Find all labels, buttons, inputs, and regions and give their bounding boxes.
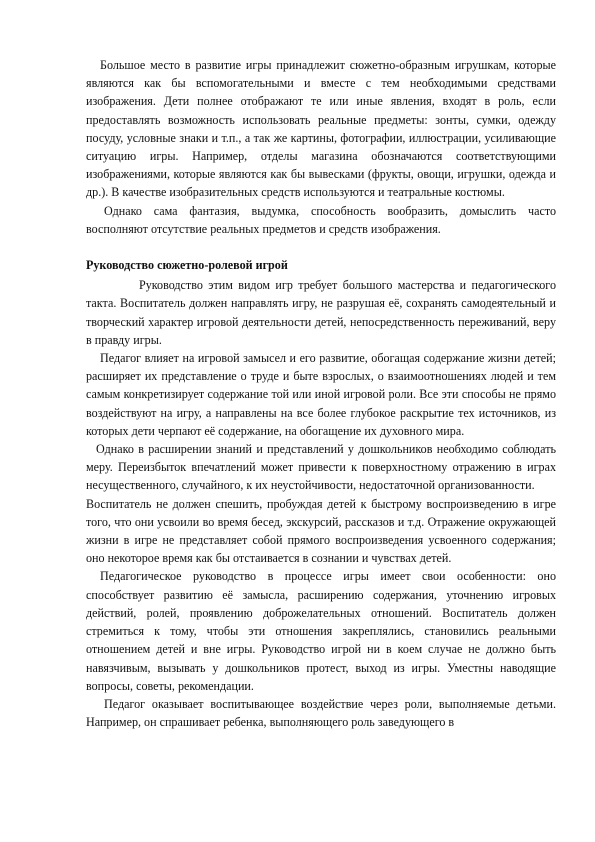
section-heading: Руководство сюжетно-ролевой игрой xyxy=(86,258,288,273)
intro-paragraph-fantasy: Однако сама фантазия, выдумка, способность вообразить, домыслить часто восполняют отсутствие реальных предметов и средств изображения. xyxy=(86,203,556,236)
section-paragraph-features: Педагогическое руководство в процессе игры имеет свои особенности: оно способствует развитию её замысла, расширению содержания, уточнению игровых действий, ролей, проявлению доброжелательных отношений. Воспитатель должен стремиться к тому, чтобы эти отношения закреплялись, становились реальными отношением детей и вне игры. Руководство игрой ни в коем случае не должно быть навязчивым, вызывать у дошкольников протест, выход из игры. Уместны наводящие вопросы, советы, рекомендации. xyxy=(86,569,556,693)
document-body xyxy=(86,56,556,731)
section-paragraph-roles: Педагог оказывает воспитывающее воздействие через роли, выполняемые детьми. Например, он спрашивает ребенка, выполняющего роль заведующего в xyxy=(86,696,556,730)
section-paragraph-measure: Однако в расширении знаний и представлений у дошкольников необходимо соблюдать меру. Переизбыток впечатлений может привести к поверхностному отражению в играх несущественного, случайного, к их неустойчивости, недостаточной организованности. xyxy=(86,442,556,493)
section-paragraph-influence: Педагог влияет на игровой замысел и его развитие, обогащая содержание жизни детей; расширяет их представление о труде и быте взрослых, о взаимоотношениях людей и тем самым конкретизирует содержание той или иной игровой роли. Все эти способы не прямо воздействуют на игру, а направлены на все более глубокое раскрытие тех источников, из которых дети черпают её содержание, на обогащение их духовного мира. xyxy=(86,351,556,438)
section-paragraph-no-rush: Воспитатель не должен спешить, пробуждая детей к быстрому воспроизведению в игре того, что они усвоили во время бесед, экскурсий, рассказов и т.д. Отражение окружающей жизни в игре не представляет собой прямого воспроизведения усвоенного содержания; оно некоторое время как бы отстаивается в сознании и чувствах детей. xyxy=(86,496,556,566)
section-paragraph-guidance: Руководство этим видом игр требует большого мастерства и педагогического такта. Воспитатель должен направлять игру, не разрушая её, сохранять самодеятельный и творческий характер игровой деятельности детей, непосредственность переживаний, веру в правду игры. xyxy=(86,278,556,347)
intro-paragraph-toys: Большое место в развитие игры принадлежит сюжетно-образным игрушкам, которые являются как бы вспомогательными и вместе с тем необходимыми средствами изображения. Дети полнее отображают те или иные явления, входят в роль, если предоставлять возможность использовать реальные предметы: зонты, сумки, одежду посуду, условные знаки и т.п., а так же картины, фотографии, иллюстрации, усиливающие ситуацию игры. Например, отделы магазина обозначаются соответствующими изображениями, которые являются как бы вывесками (фрукты, овощи, игрушки, одежда и др.). В качестве изобразительных средств используются и театральные костюмы. xyxy=(86,58,556,200)
